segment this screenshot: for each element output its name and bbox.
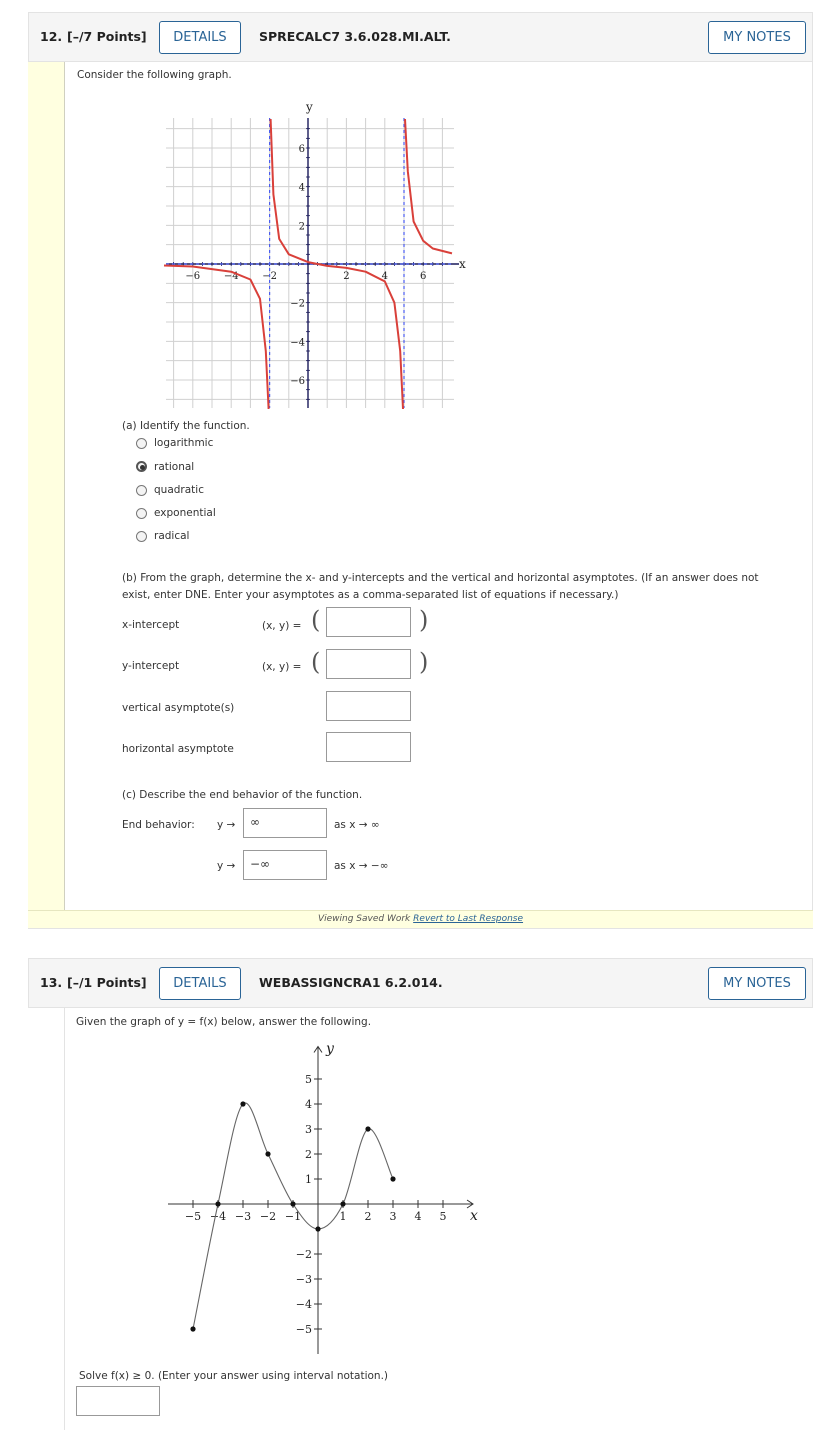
data-point [315,1226,320,1231]
y-axis-label: y [326,1041,334,1057]
y-tick-label: 6 [298,144,305,155]
x-tick-label: −4 [223,271,239,282]
x-tick-label: −5 [184,1210,202,1223]
data-point [365,1126,370,1131]
radio-exponential[interactable] [136,508,147,519]
x-tick-label: 2 [343,271,350,282]
x-tick-label: −2 [262,271,277,282]
q12-header [28,12,813,62]
solve-prompt: Solve f(x) ≥ 0. (Enter your answer using interval notation.) [79,1370,389,1382]
data-point [265,1151,270,1156]
end-behavior-input-2[interactable]: −∞ [243,850,327,880]
interval-answer-input[interactable] [76,1386,160,1416]
radio-logarithmic[interactable] [136,438,147,449]
close-paren: ) [419,606,429,634]
data-point [190,1326,195,1331]
y-tick-label: −6 [290,376,305,387]
option-label: logarithmic [154,437,214,449]
y-tick-label: 5 [305,1073,312,1086]
revert-link[interactable]: Revert to Last Response [413,914,524,924]
q13-header [28,958,813,1008]
y-tick-label: −4 [295,1298,312,1311]
question-number: 12. [40,29,63,44]
open-paren: ( [311,648,321,676]
part-c-question: (c) Describe the end behavior of the function. [122,789,363,801]
y-arrow-label: y → [217,819,236,831]
option-label: rational [154,461,195,473]
data-point [340,1201,345,1206]
x-tick-label: −2 [259,1210,277,1223]
x-tick-label: 5 [439,1210,447,1223]
end-behavior-input-1[interactable]: ∞ [243,808,327,838]
my-notes-button[interactable]: MY NOTES [708,967,806,1000]
x-tick-label: 1 [339,1210,347,1223]
y-tick-label: −5 [295,1323,312,1336]
y-tick-label: −3 [295,1273,312,1286]
curve-branch [164,266,269,410]
y-intercept-label: y-intercept [122,660,180,672]
details-button[interactable]: DETAILS [159,967,241,1000]
question-points: [–/7 Points] [67,29,147,44]
radio-quadratic[interactable] [136,485,147,496]
x-axis-label: x [470,1208,478,1224]
part-b-line2: exist, enter DNE. Enter your asymptotes as a comma-separated list of equations if necessary.) [122,589,619,601]
data-point [390,1176,395,1181]
as-x-label: as x → ∞ [334,819,380,831]
option-label: exponential [154,507,216,519]
saved-work-footer [28,910,813,929]
x-tick-label: −3 [234,1210,252,1223]
y-tick-label: 4 [305,1098,312,1111]
saved-work-sidebar [28,62,64,912]
details-button[interactable]: DETAILS [159,21,241,54]
x-intercept-input[interactable] [326,607,411,637]
option-label: radical [154,530,190,542]
y-arrow-label: y → [217,860,236,872]
vertical-asymptote-input[interactable] [326,691,411,721]
x-intercept-label: x-intercept [122,619,180,631]
y-tick-label: −2 [295,1248,312,1261]
saved-work-text: Viewing Saved Work [317,914,411,924]
y-tick-label: 1 [305,1173,312,1186]
question-code: WEBASSIGNCRA1 6.2.014. [259,975,443,990]
q12-prompt: Consider the following graph. [77,69,232,81]
y-tick-label: 2 [305,1148,312,1161]
horizontal-asymptote-input[interactable] [326,732,411,762]
q13-prompt: Given the graph of y = f(x) below, answer the following. [76,1016,372,1028]
y-tick-label: −4 [290,337,305,349]
horizontal-asymptote-label: horizontal asymptote [122,743,234,755]
radio-rational[interactable] [136,461,147,472]
radio-radical[interactable] [136,531,147,542]
open-paren: ( [311,606,321,634]
y-tick-label: 4 [298,182,305,194]
data-point [290,1201,295,1206]
xy-label: (x, y) = [262,661,302,673]
close-paren: ) [419,648,429,676]
y-intercept-input[interactable] [326,649,411,679]
y-tick-label: 2 [298,221,305,233]
question-code: SPRECALC7 3.6.028.MI.ALT. [259,29,451,44]
part-a-question: (a) Identify the function. [122,420,250,432]
data-point [240,1101,245,1106]
option-label: quadratic [154,484,204,496]
y-axis-label: y [306,100,313,114]
x-tick-label: 6 [420,271,427,282]
x-axis-label: x [459,257,466,271]
my-notes-button[interactable]: MY NOTES [708,21,806,54]
x-tick-label: −1 [284,1210,302,1223]
x-tick-label: −4 [209,1210,227,1223]
question-number: 13. [40,975,63,990]
vertical-asymptote-label: vertical asymptote(s) [122,702,235,714]
x-tick-label: 2 [364,1210,372,1223]
question-points: [–/1 Points] [67,975,147,990]
x-tick-label: 4 [414,1210,422,1223]
xy-label: (x, y) = [262,620,302,632]
y-tick-label: 3 [305,1123,312,1136]
as-x-label: as x → −∞ [334,860,389,872]
q13-graph [160,1035,480,1360]
y-tick-label: −2 [290,298,305,310]
x-tick-label: −6 [185,271,201,282]
q12-graph [160,98,470,413]
x-tick-label: 3 [389,1210,397,1223]
x-tick-label: 4 [381,271,388,282]
data-point [215,1201,220,1206]
part-b-line1: (b) From the graph, determine the x- and y-intercepts and the vertical and horizontal asymptotes. (If an answer does not [122,572,759,584]
end-behavior-label: End behavior: [122,819,195,831]
